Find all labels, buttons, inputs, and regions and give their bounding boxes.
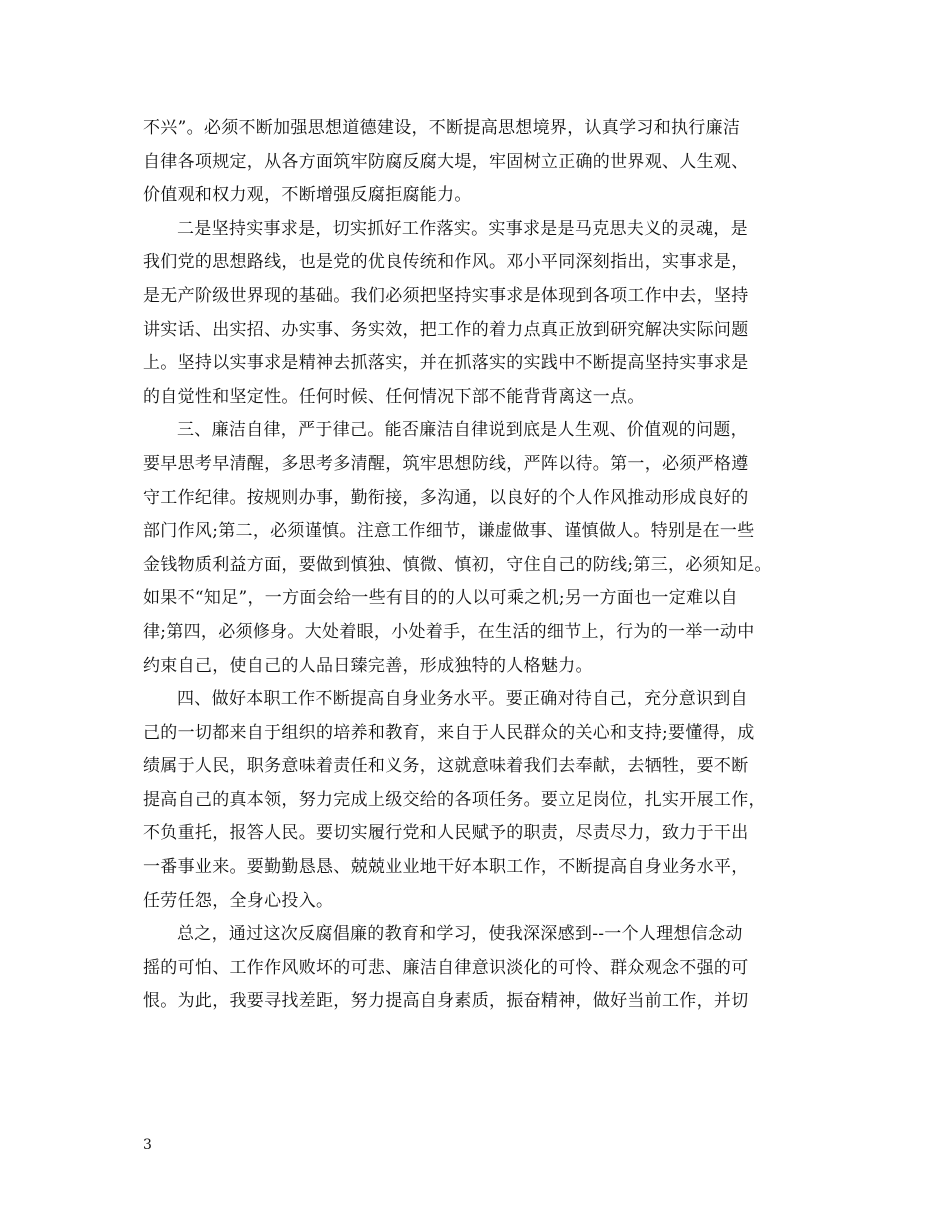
document-body [143, 112, 811, 1019]
text-line: 守工作纪律。按规则办事，勤衔接，多沟通，以良好的个人作风推动形成良好的 [143, 487, 749, 508]
text-line: 己的一切都来自于组织的培养和教育，来自于人民群众的关心和支持;要懂得，成 [143, 722, 755, 743]
text-line: 一番事业来。要勤勤恳恳、兢兢业业地干好本职工作，不断提高自身业务水平， [143, 857, 749, 878]
text-line: 上。坚持以实事求是精神去抓落实，并在抓落实的实践中不断提高坚持实事求是 [143, 353, 749, 374]
paragraph [143, 112, 811, 213]
text-line: 不负重托，报答人民。要切实履行党和人民赋予的职责，尽责尽力，致力于干出 [143, 823, 749, 844]
paragraph [143, 414, 811, 683]
text-line: 要早思考早清醒，多思考多清醒，筑牢思想防线，严阵以待。第一，必须严格遵 [143, 453, 749, 474]
paragraph [143, 918, 811, 1019]
page-number: 3 [143, 1137, 152, 1153]
text-line: 二是坚持实事求是，切实抓好工作落实。实事求是是马克思夫义的灵魂，是 [177, 218, 748, 239]
text-line: 任劳任怨，全身心投入。 [143, 890, 334, 911]
text-line: 恨。为此，我要寻找差距，努力提高自身素质，振奋精神，做好当前工作，并切 [143, 991, 749, 1012]
text-line: 价值观和权力观，不断增强反腐拒腐能力。 [143, 185, 472, 206]
text-line: 的自觉性和坚定性。任何时候、任何情况下部不能背背离这一点。 [143, 386, 645, 407]
text-line: 部门作风;第二，必须谨慎。注意工作细节，谦虚做事、谨慎做人。特别是在一些 [143, 521, 755, 542]
text-line: 金钱物质利益方面，要做到慎独、慎微、慎初，守住自己的防线;第三，必须知足。 [143, 554, 772, 575]
text-line: 我们党的思想路线，也是党的优良传统和作风。邓小平同深刻指出，实事求是， [143, 252, 749, 273]
text-line: 律;第四，必须修身。大处着眼，小处着手，在生活的细节上，行为的一举一动中 [143, 621, 755, 642]
text-line: 不兴”。必须不断加强思想道德建设，不断提高思想境界，认真学习和执行廉洁 [143, 118, 741, 138]
text-line: 如果不“知足”，一方面会给一些有目的的人以可乘之机;另一方面也一定难以自 [143, 588, 738, 609]
text-line: 提高自己的真本领，努力完成上级交给的各项任务。要立足岗位，扎实开展工作， [143, 789, 766, 810]
paragraph [143, 213, 811, 415]
text-line: 自律各项规定，从各方面筑牢防腐反腐大堤，牢固树立正确的世界观、人生观、 [143, 151, 749, 172]
text-line: 四、做好本职工作不断提高自身业务水平。要正确对待自己，充分意识到自 [177, 689, 748, 710]
text-line: 绩属于人民，职务意味着责任和义务，这就意味着我们去奉献，去牺牲，要不断 [143, 756, 749, 777]
text-line: 摇的可怕、工作作风败坏的可悲、廉洁自律意识淡化的可怜、群众观念不强的可 [143, 957, 749, 978]
text-line: 总之，通过这次反腐倡廉的教育和学习，使我深深感到--一个人理想信念动 [177, 924, 743, 945]
paragraph [143, 683, 811, 918]
text-line: 约束自己，使自己的人品日臻完善，形成独特的人格魅力。 [143, 655, 593, 676]
text-line: 讲实话、出实招、办实事、务实效，把工作的着力点真正放到研究解决实际问题 [143, 319, 749, 340]
text-line: 是无产阶级世界现的基础。我们必须把坚持实事求是体现到各项工作中去，坚持 [143, 285, 749, 306]
text-line: 三、廉洁自律，严于律己。能否廉洁自律说到底是人生观、价值观的问题， [177, 420, 748, 441]
